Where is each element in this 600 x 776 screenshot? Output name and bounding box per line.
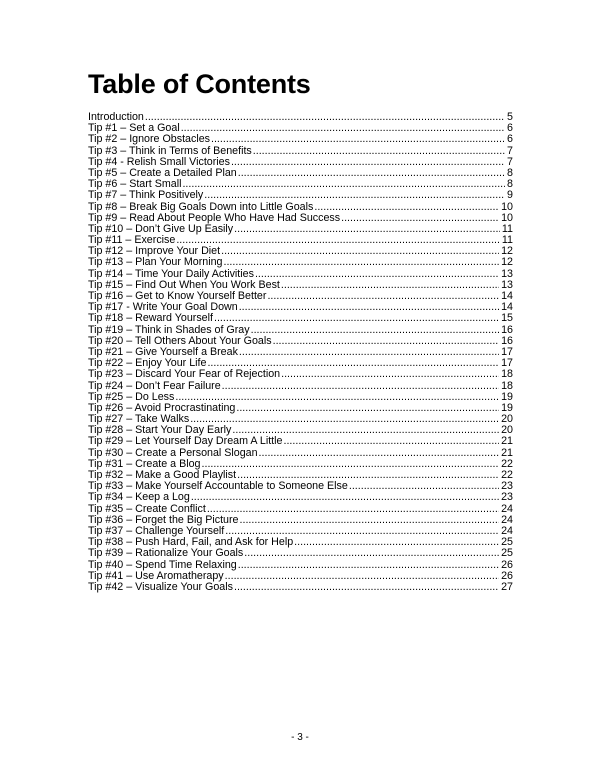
toc-entry[interactable]	[88, 582, 513, 593]
page-number: - 3 -	[291, 732, 309, 743]
toc-entry-label: Tip #8 – Break Big Goals Down into Little Goals	[88, 200, 314, 213]
toc-dot-leader	[259, 448, 500, 459]
toc-entry[interactable]	[88, 548, 513, 559]
toc-entry-page: 12	[501, 256, 513, 269]
toc-dot-leader	[214, 313, 499, 324]
toc-entry-page: 25	[501, 536, 513, 549]
toc-dot-leader	[231, 157, 505, 168]
toc-entry-page: 27	[501, 580, 513, 593]
toc-dot-leader	[207, 504, 499, 515]
toc-entry-page: 20	[501, 413, 513, 426]
toc-entry-label: Tip #22 – Enjoy Your Life	[88, 357, 207, 370]
page-title: Table of Contents	[88, 69, 311, 99]
toc-dot-leader	[234, 224, 500, 235]
toc-dot-leader	[314, 202, 499, 213]
toc-entry-label: Tip #24 – Don’t Fear Failure	[88, 379, 221, 392]
toc-entry-page: 23	[501, 491, 513, 504]
toc-dot-leader	[222, 381, 499, 392]
toc-dot-leader	[190, 414, 499, 425]
toc-entry-label: Tip #7 – Think Positively	[88, 189, 204, 202]
toc-entry-label: Tip #11 – Exercise	[88, 234, 176, 247]
toc-entry-label: Tip #28 – Start Your Day Early	[88, 424, 232, 437]
toc-entry-label: Tip #38 – Push Hard, Fail, and Ask for Help	[88, 536, 294, 549]
toc-dot-leader	[238, 560, 499, 571]
toc-dot-leader	[223, 257, 499, 268]
toc-entry-label: Tip #4 - Relish Small Victories	[88, 155, 230, 168]
toc-dot-leader	[283, 436, 499, 447]
toc-entry[interactable]	[88, 313, 513, 324]
toc-entry-page: 13	[501, 278, 513, 291]
toc-dot-leader	[204, 190, 505, 201]
toc-entry-page: 6	[507, 133, 513, 146]
toc-entry-page: 16	[501, 323, 513, 336]
toc-entry-label: Tip #3 – Think in Terms of Benefits	[88, 144, 252, 157]
toc-entry-page: 10	[501, 200, 513, 213]
toc-entry-label: Tip #6 – Start Small	[88, 178, 182, 191]
toc-entry-label: Tip #29 – Let Yourself Day Dream A Little	[88, 435, 283, 448]
toc-entry-page: 21	[501, 446, 513, 459]
toc-entry-page: 22	[501, 457, 513, 470]
toc-entry-label: Introduction	[88, 111, 144, 123]
toc-entry-page: 22	[501, 469, 513, 481]
toc-dot-leader	[221, 246, 499, 257]
toc-entry-label: Tip #42 – Visualize Your Goals	[88, 580, 233, 593]
toc-entry-page: 7	[507, 144, 513, 157]
toc-dot-leader	[251, 325, 500, 336]
toc-entry-page: 12	[501, 245, 513, 258]
toc-entry[interactable]	[88, 436, 513, 447]
toc-entry-label: Tip #13 – Plan Your Morning	[88, 256, 223, 269]
toc-dot-leader	[255, 269, 499, 280]
toc-entry-label: Tip #25 – Do Less	[88, 390, 175, 403]
toc-entry-page: 18	[501, 368, 513, 381]
toc-entry-label: Tip #20 – Tell Others About Your Goals	[88, 334, 272, 347]
toc-entry-label: Tip #41 – Use Aromatherapy	[88, 569, 224, 582]
toc-entry[interactable]	[88, 560, 513, 571]
toc-entry-page: 14	[501, 290, 513, 302]
toc-entry-page: 20	[501, 424, 513, 437]
toc-dot-leader	[182, 179, 505, 190]
toc-dot-leader	[176, 235, 500, 246]
toc-dot-leader	[294, 537, 499, 548]
toc-entry-page: 5	[507, 111, 513, 123]
toc-entry-page: 13	[501, 267, 513, 280]
toc-dot-leader	[239, 302, 499, 313]
toc-entry-label: Tip #26 – Avoid Procrastinating	[88, 401, 236, 414]
toc-entry[interactable]	[88, 257, 513, 268]
toc-dot-leader	[341, 213, 499, 224]
toc-dot-leader	[191, 492, 499, 503]
toc-entry-page: 8	[507, 178, 513, 191]
table-of-contents	[88, 112, 513, 593]
toc-entry-label: Tip #14 – Time Your Daily Activities	[88, 267, 254, 280]
toc-entry-label: Tip #12 – Improve Your Diet	[88, 245, 221, 258]
toc-dot-leader	[281, 369, 499, 380]
toc-entry-page: 21	[501, 435, 513, 448]
toc-dot-leader	[281, 280, 499, 291]
toc-entry-page: 26	[501, 569, 513, 582]
toc-entry-page: 6	[507, 122, 513, 135]
toc-entry-label: Tip #9 – Read About People Who Have Had Success	[88, 211, 341, 224]
toc-entry-label: Tip #27 – Take Walks	[88, 413, 190, 426]
toc-entry-label: Tip #21 – Give Yourself a Break	[88, 345, 238, 358]
toc-entry-label: Tip #34 – Keep a Log	[88, 491, 190, 504]
toc-entry-page: 14	[501, 301, 513, 314]
toc-entry-page: 15	[501, 312, 513, 325]
toc-entry-label: Tip #23 – Discard Your Fear of Rejection	[88, 368, 281, 381]
toc-entry-page: 19	[501, 390, 513, 403]
toc-dot-leader	[240, 515, 500, 526]
toc-entry-label: Tip #18 – Reward Yourself	[88, 312, 213, 325]
toc-entry-label: Tip #39 – Rationalize Your Goals	[88, 547, 244, 560]
toc-entry-page: 18	[501, 379, 513, 392]
toc-entry-label: Tip #30 – Create a Personal Slogan	[88, 446, 258, 459]
toc-entry[interactable]	[88, 134, 513, 145]
toc-dot-leader	[234, 582, 499, 593]
toc-entry-page: 26	[501, 558, 513, 571]
toc-dot-leader	[202, 459, 500, 470]
toc-entry-label: Tip #5 – Create a Detailed Plan	[88, 166, 237, 179]
toc-entry-page: 10	[501, 211, 513, 224]
toc-entry-page: 7	[507, 155, 513, 168]
toc-entry-page: 8	[507, 166, 513, 179]
toc-entry-label: Tip #2 – Ignore Obstacles	[88, 133, 210, 146]
toc-entry-label: Tip #19 – Think in Shades of Gray	[88, 323, 250, 336]
toc-entry[interactable]	[88, 492, 513, 503]
toc-entry-label: Tip #36 – Forget the Big Picture	[88, 513, 239, 526]
toc-entry-page: 23	[501, 480, 513, 493]
toc-entry-label: Tip #33 – Make Yourself Accountable to Someone Else	[88, 480, 348, 493]
toc-dot-leader	[225, 571, 499, 582]
toc-dot-leader	[145, 112, 505, 123]
toc-entry-page: 17	[501, 345, 513, 358]
toc-entry-label: Tip #31 – Create a Blog	[88, 457, 201, 470]
toc-dot-leader	[244, 548, 499, 559]
toc-entry-label: Tip #37 – Challenge Yourself	[88, 524, 225, 537]
toc-entry[interactable]	[88, 381, 513, 392]
toc-entry-label: Tip #40 – Spend Time Relaxing	[88, 558, 237, 571]
toc-entry-label: Tip #32 – Make a Good Playlist	[88, 469, 237, 481]
toc-dot-leader	[267, 291, 499, 302]
toc-entry-label: Tip #16 – Get to Know Yourself Better	[88, 290, 267, 302]
toc-dot-leader	[349, 481, 499, 492]
toc-entry-page: 24	[501, 513, 513, 526]
toc-entry-page: 25	[501, 547, 513, 560]
toc-dot-leader	[238, 168, 505, 179]
toc-dot-leader	[239, 347, 499, 358]
toc-entry-label: Tip #10 – Don’t Give Up Easily	[88, 222, 234, 235]
toc-entry-label: Tip #1 – Set a Goal	[88, 122, 180, 135]
toc-dot-leader	[211, 134, 505, 145]
toc-entry-page: 24	[501, 502, 513, 515]
toc-entry-page: 16	[501, 334, 513, 347]
toc-entry[interactable]	[88, 190, 513, 201]
toc-entry-page: 11	[501, 234, 513, 247]
toc-entry-page: 9	[507, 189, 513, 202]
toc-entry[interactable]	[88, 369, 513, 380]
toc-dot-leader	[236, 403, 499, 414]
toc-entry-label: Tip #15 – Find Out When You Work Best	[88, 278, 280, 291]
toc-entry-label: Tip #17 - Write Your Goal Down	[88, 301, 238, 314]
toc-entry[interactable]	[88, 202, 513, 213]
toc-dot-leader	[273, 336, 500, 347]
toc-entry-label: Tip #35 – Create Conflict	[88, 502, 206, 515]
toc-entry-page: 24	[501, 524, 513, 537]
toc-entry-page: 19	[501, 401, 513, 414]
toc-entry-page: 11	[501, 222, 513, 235]
toc-entry-page: 17	[501, 357, 513, 370]
toc-dot-leader	[253, 146, 505, 157]
toc-dot-leader	[181, 123, 505, 134]
